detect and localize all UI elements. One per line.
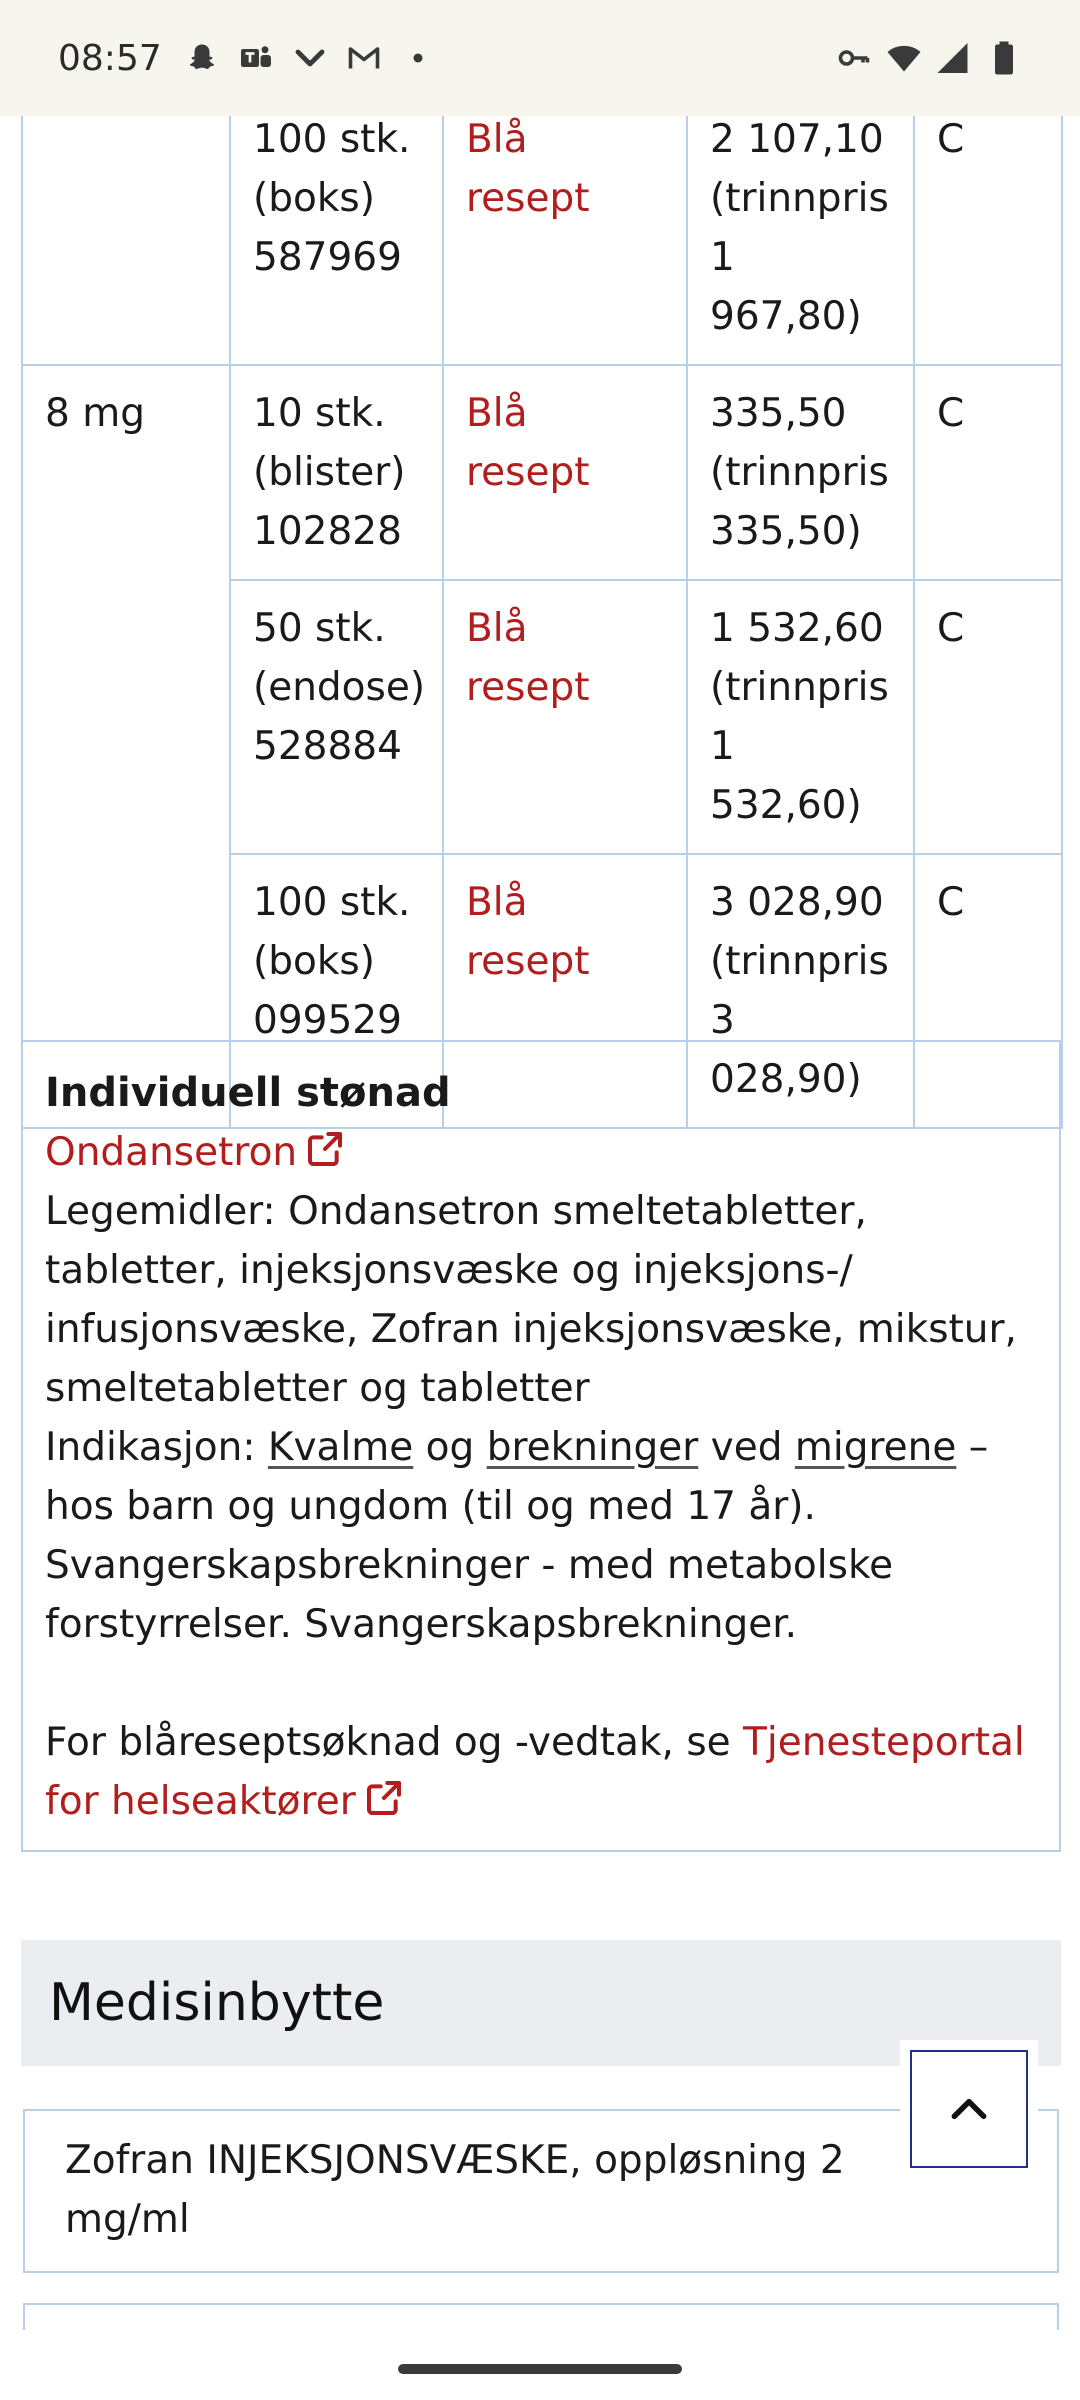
status-time: 08:57 [58,37,162,79]
indikasjon-text: Indikasjon: Kvalme og brekninger ved migrene – hos barn og ungdom (til og med 17 år). Svangerskapsbrekninger - med metabolske forstyrrelser. Svangerskapsbrekninger. [45,1425,989,1647]
snapchat-icon [184,40,220,76]
external-link-icon [364,1778,404,1818]
price-table [21,116,1063,1129]
term-brekninger[interactable]: brekninger [486,1425,699,1470]
medicine-swap-card[interactable] [23,2109,1059,2273]
gmail-icon [346,40,382,76]
battery-icon [986,40,1022,76]
section-title: Medisinbytte [49,1973,385,2033]
table-row [22,365,1062,580]
package-cell: 50 stk. (endose) 528884 [230,580,443,854]
table-row [22,116,1062,365]
category-cell: C [914,580,1062,854]
tjenesteportal-link[interactable]: Tjenesteportal for helseaktører [45,1720,1025,1824]
wifi-icon [886,40,922,76]
individual-support-box [21,1040,1061,1852]
vpn-key-icon [836,40,872,76]
legemidler-text: Legemidler: Ondansetron smeltetabletter, tabletter, injeksjonsvæske og injeksjons-/ infusjonsvæske, Zofran injeksjonsvæske, mikstur, smeltetabletter og tabletter [45,1189,1017,1411]
package-cell: 10 stk. (blister) 102828 [230,365,443,580]
term-kvalme[interactable]: Kvalme [267,1425,414,1470]
swap-card-text: Zofran INJEKSJONSVÆSKE, oppløsning 2 mg/ml [65,2138,845,2242]
strength-cell [22,116,230,365]
medisinbytte-header [21,1940,1061,2066]
price-cell: 1 532,60 (trinnpris 1 532,60) [687,580,914,854]
reimbursement-cell: Blå resept [443,854,687,1128]
category-cell: C [914,854,1062,1128]
status-bar [0,0,1080,116]
price-cell: 2 107,10 (trinnpris 1 967,80) [687,116,914,365]
price-cell: 3 028,90 (trinnpris 3 028,90) [687,854,914,1128]
reimbursement-cell: Blå resept [443,116,687,365]
medicine-swap-card[interactable] [23,2303,1059,2330]
chevron-up-icon [947,2087,991,2131]
chevron-notification-icon [292,40,328,76]
ondansetron-link[interactable]: Ondansetron [45,1123,1037,1182]
signal-icon [936,40,972,76]
dot-icon [400,40,436,76]
package-cell: 100 stk. (boks) 587969 [230,116,443,365]
portal-text: For blåreseptsøknad og -vedtak, se Tjenesteportal for helseaktører [45,1720,1025,1824]
category-cell: C [914,365,1062,580]
page-content[interactable] [0,116,1080,2330]
package-cell: 100 stk. (boks) 099529 [230,854,443,1128]
term-migrene[interactable]: migrene [794,1425,957,1470]
support-heading: Individuell stønad [45,1070,451,1116]
category-cell: C [914,116,1062,365]
teams-icon [238,40,274,76]
strength-cell: 8 mg [22,365,230,1128]
price-cell: 335,50 (trinnpris 335,50) [687,365,914,580]
gesture-handle[interactable] [398,2364,682,2374]
external-link-icon [305,1129,345,1169]
reimbursement-cell: Blå resept [443,580,687,854]
scroll-to-top-button[interactable] [910,2050,1028,2168]
reimbursement-cell: Blå resept [443,365,687,580]
